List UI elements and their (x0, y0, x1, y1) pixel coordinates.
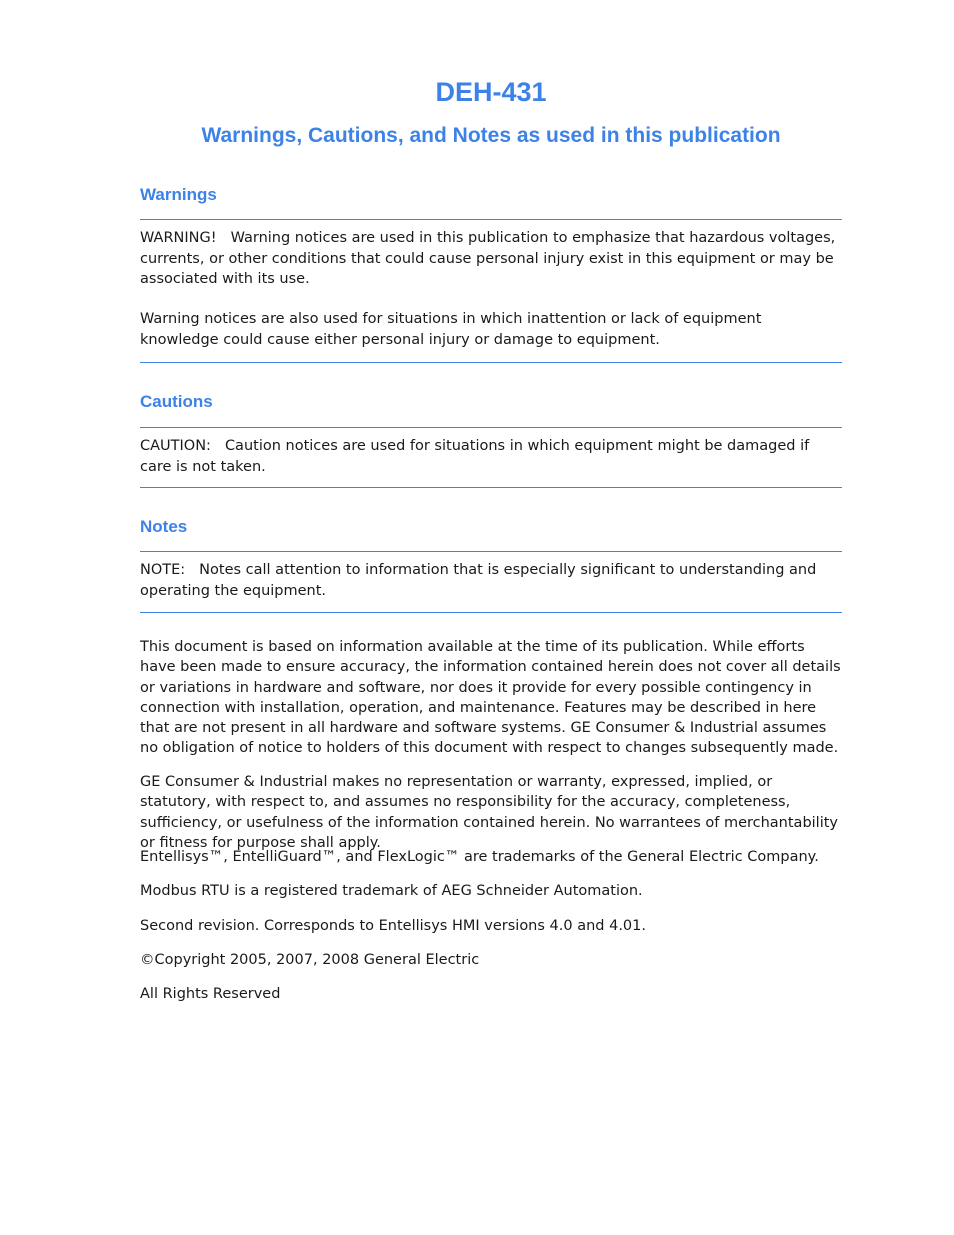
trademarks-paragraph: Entellisys™, EntelliGuard™, and FlexLogic™ are trademarks of the General Electric Company. (140, 849, 819, 865)
warning-notice (140, 228, 842, 290)
modbus-trademark-paragraph: Modbus RTU is a registered trademark of AEG Schneider Automation. (140, 883, 643, 899)
warnings-top-rule (140, 219, 842, 220)
document-subtitle: Warnings, Cautions, and Notes as used in this publication (201, 124, 781, 147)
warnings-heading: Warnings (140, 185, 217, 204)
rights-reserved-paragraph: All Rights Reserved (140, 986, 281, 1002)
notes-heading: Notes (140, 517, 188, 536)
notes-top-rule (140, 551, 842, 552)
warning-notice-2: Warning notices are also used for situations in which inattention or lack of equipment knowledge could cause either personal injury or damage to equipment. (140, 311, 762, 348)
notes-bottom-rule (140, 612, 842, 613)
caution-lead: CAUTION: (140, 438, 211, 454)
warning-text: Warning notices are used in this publication to emphasize that hazardous voltages, currents, or other conditions that could cause personal injury exist in this equipment or may be associated with its use. (140, 230, 836, 287)
disclaimer-paragraph: This document is based on information available at the time of its publication. While efforts have been made to ensure accuracy, the information contained herein does not cover all details or variations in hardware and software, nor does it provide for every possible contingency in connection with installation, operation, and maintenance. Features may be described in here that are not present in all hardware and software systems. GE Consumer & Industrial assumes no obligation of notice to holders of this document with respect to changes subsequently made. (140, 639, 841, 757)
revision-paragraph: Second revision. Corresponds to Entellisys HMI versions 4.0 and 4.01. (140, 918, 646, 934)
note-text: Notes call attention to information that is especially significant to understanding and operating the equipment. (140, 562, 817, 599)
copyright-paragraph: ©Copyright 2005, 2007, 2008 General Electric (140, 952, 480, 968)
warnings-bottom-rule (140, 362, 842, 363)
caution-notice (140, 436, 842, 477)
document-number: DEH-431 (435, 77, 547, 107)
cautions-heading: Cautions (140, 392, 213, 411)
cautions-bottom-rule (140, 487, 842, 488)
cautions-top-rule (140, 427, 842, 428)
warranty-paragraph: GE Consumer & Industrial makes no representation or warranty, expressed, implied, or statutory, with respect to, and assumes no responsibility for the accuracy, completeness, sufficiency, or usefulness of the information contained herein. No warrantees of merchantability or fitness for purpose shall apply. (140, 774, 839, 851)
note-notice (140, 560, 842, 601)
caution-text: Caution notices are used for situations in which equipment might be damaged if care is not taken. (140, 438, 810, 475)
warning-lead: WARNING! (140, 230, 217, 246)
note-lead: NOTE: (140, 562, 186, 578)
